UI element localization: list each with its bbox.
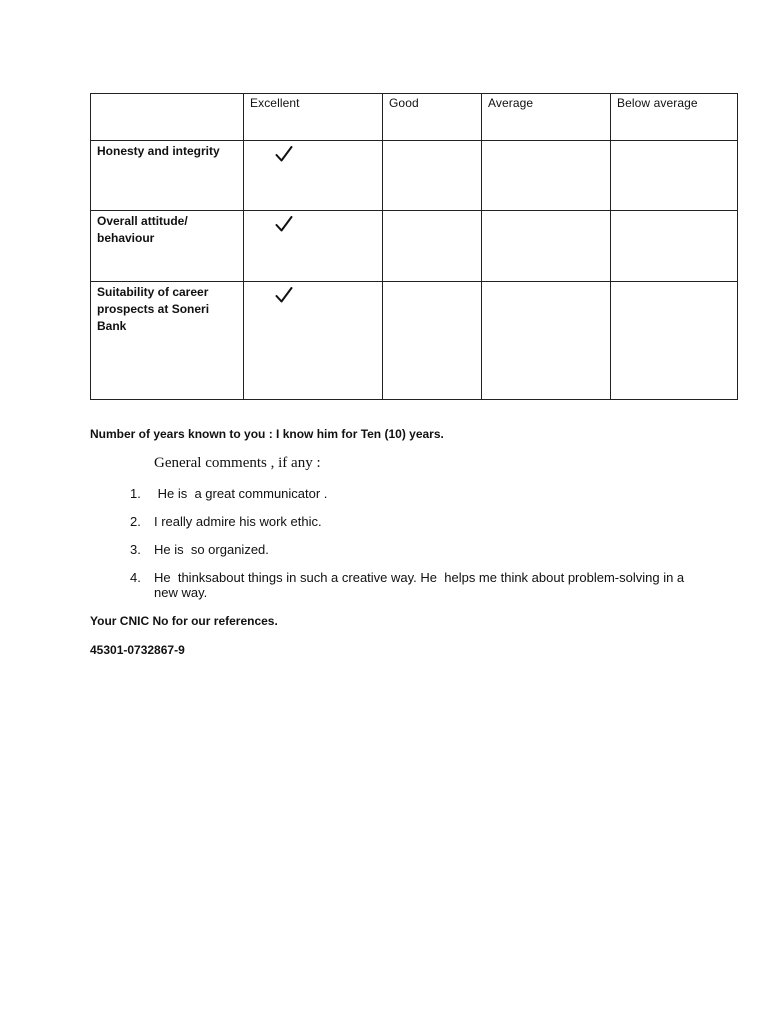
cnic-label: Your CNIC No for our references. bbox=[90, 614, 278, 628]
rating-cell-average bbox=[482, 282, 611, 400]
rating-cell-good bbox=[383, 141, 482, 211]
header-cell-good: Good bbox=[383, 94, 482, 141]
list-item-text: He thinksabout things in such a creative way. He helps me think about problem-solving in a new way. bbox=[154, 570, 688, 600]
list-item bbox=[130, 542, 690, 557]
rating-cell-below-average bbox=[611, 211, 738, 282]
header-cell-blank bbox=[91, 94, 244, 141]
list-item bbox=[130, 514, 690, 529]
list-item bbox=[130, 486, 690, 501]
rating-cell-below-average bbox=[611, 141, 738, 211]
list-item bbox=[130, 570, 690, 600]
list-item-number: 4. bbox=[130, 570, 141, 585]
header-cell-average: Average bbox=[482, 94, 611, 141]
rating-cell-below-average bbox=[611, 282, 738, 400]
checkmark-icon bbox=[275, 216, 293, 232]
table-row bbox=[91, 282, 738, 400]
rating-cell-excellent bbox=[244, 211, 383, 282]
comments-list bbox=[130, 486, 690, 613]
list-item-number: 3. bbox=[130, 542, 141, 557]
criterion-cell: Honesty and integrity bbox=[91, 141, 244, 211]
list-item-text: He is so organized. bbox=[154, 542, 269, 557]
checkmark-icon bbox=[275, 146, 293, 162]
header-cell-excellent: Excellent bbox=[244, 94, 383, 141]
rating-cell-excellent bbox=[244, 282, 383, 400]
list-item-number: 2. bbox=[130, 514, 141, 529]
list-item-text: He is a great communicator . bbox=[154, 486, 328, 501]
header-cell-below-average: Below average bbox=[611, 94, 738, 141]
table-row bbox=[91, 211, 738, 282]
rating-table bbox=[90, 93, 738, 400]
comments-title: General comments , if any : bbox=[154, 455, 321, 471]
criterion-cell: Overall attitude/ behaviour bbox=[91, 211, 244, 282]
table-header-row bbox=[91, 94, 738, 141]
list-item-number: 1. bbox=[130, 486, 141, 501]
list-item-text: I really admire his work ethic. bbox=[154, 514, 322, 529]
checkmark-icon bbox=[275, 287, 293, 303]
rating-cell-good bbox=[383, 211, 482, 282]
table-row bbox=[91, 141, 738, 211]
rating-cell-average bbox=[482, 211, 611, 282]
cnic-value: 45301-0732867-9 bbox=[90, 643, 185, 657]
criterion-cell: Suitability of career prospects at Soneri Bank bbox=[91, 282, 244, 400]
rating-cell-average bbox=[482, 141, 611, 211]
rating-cell-excellent bbox=[244, 141, 383, 211]
rating-cell-good bbox=[383, 282, 482, 400]
years-known-text: Number of years known to you : I know him for Ten (10) years. bbox=[90, 427, 444, 441]
